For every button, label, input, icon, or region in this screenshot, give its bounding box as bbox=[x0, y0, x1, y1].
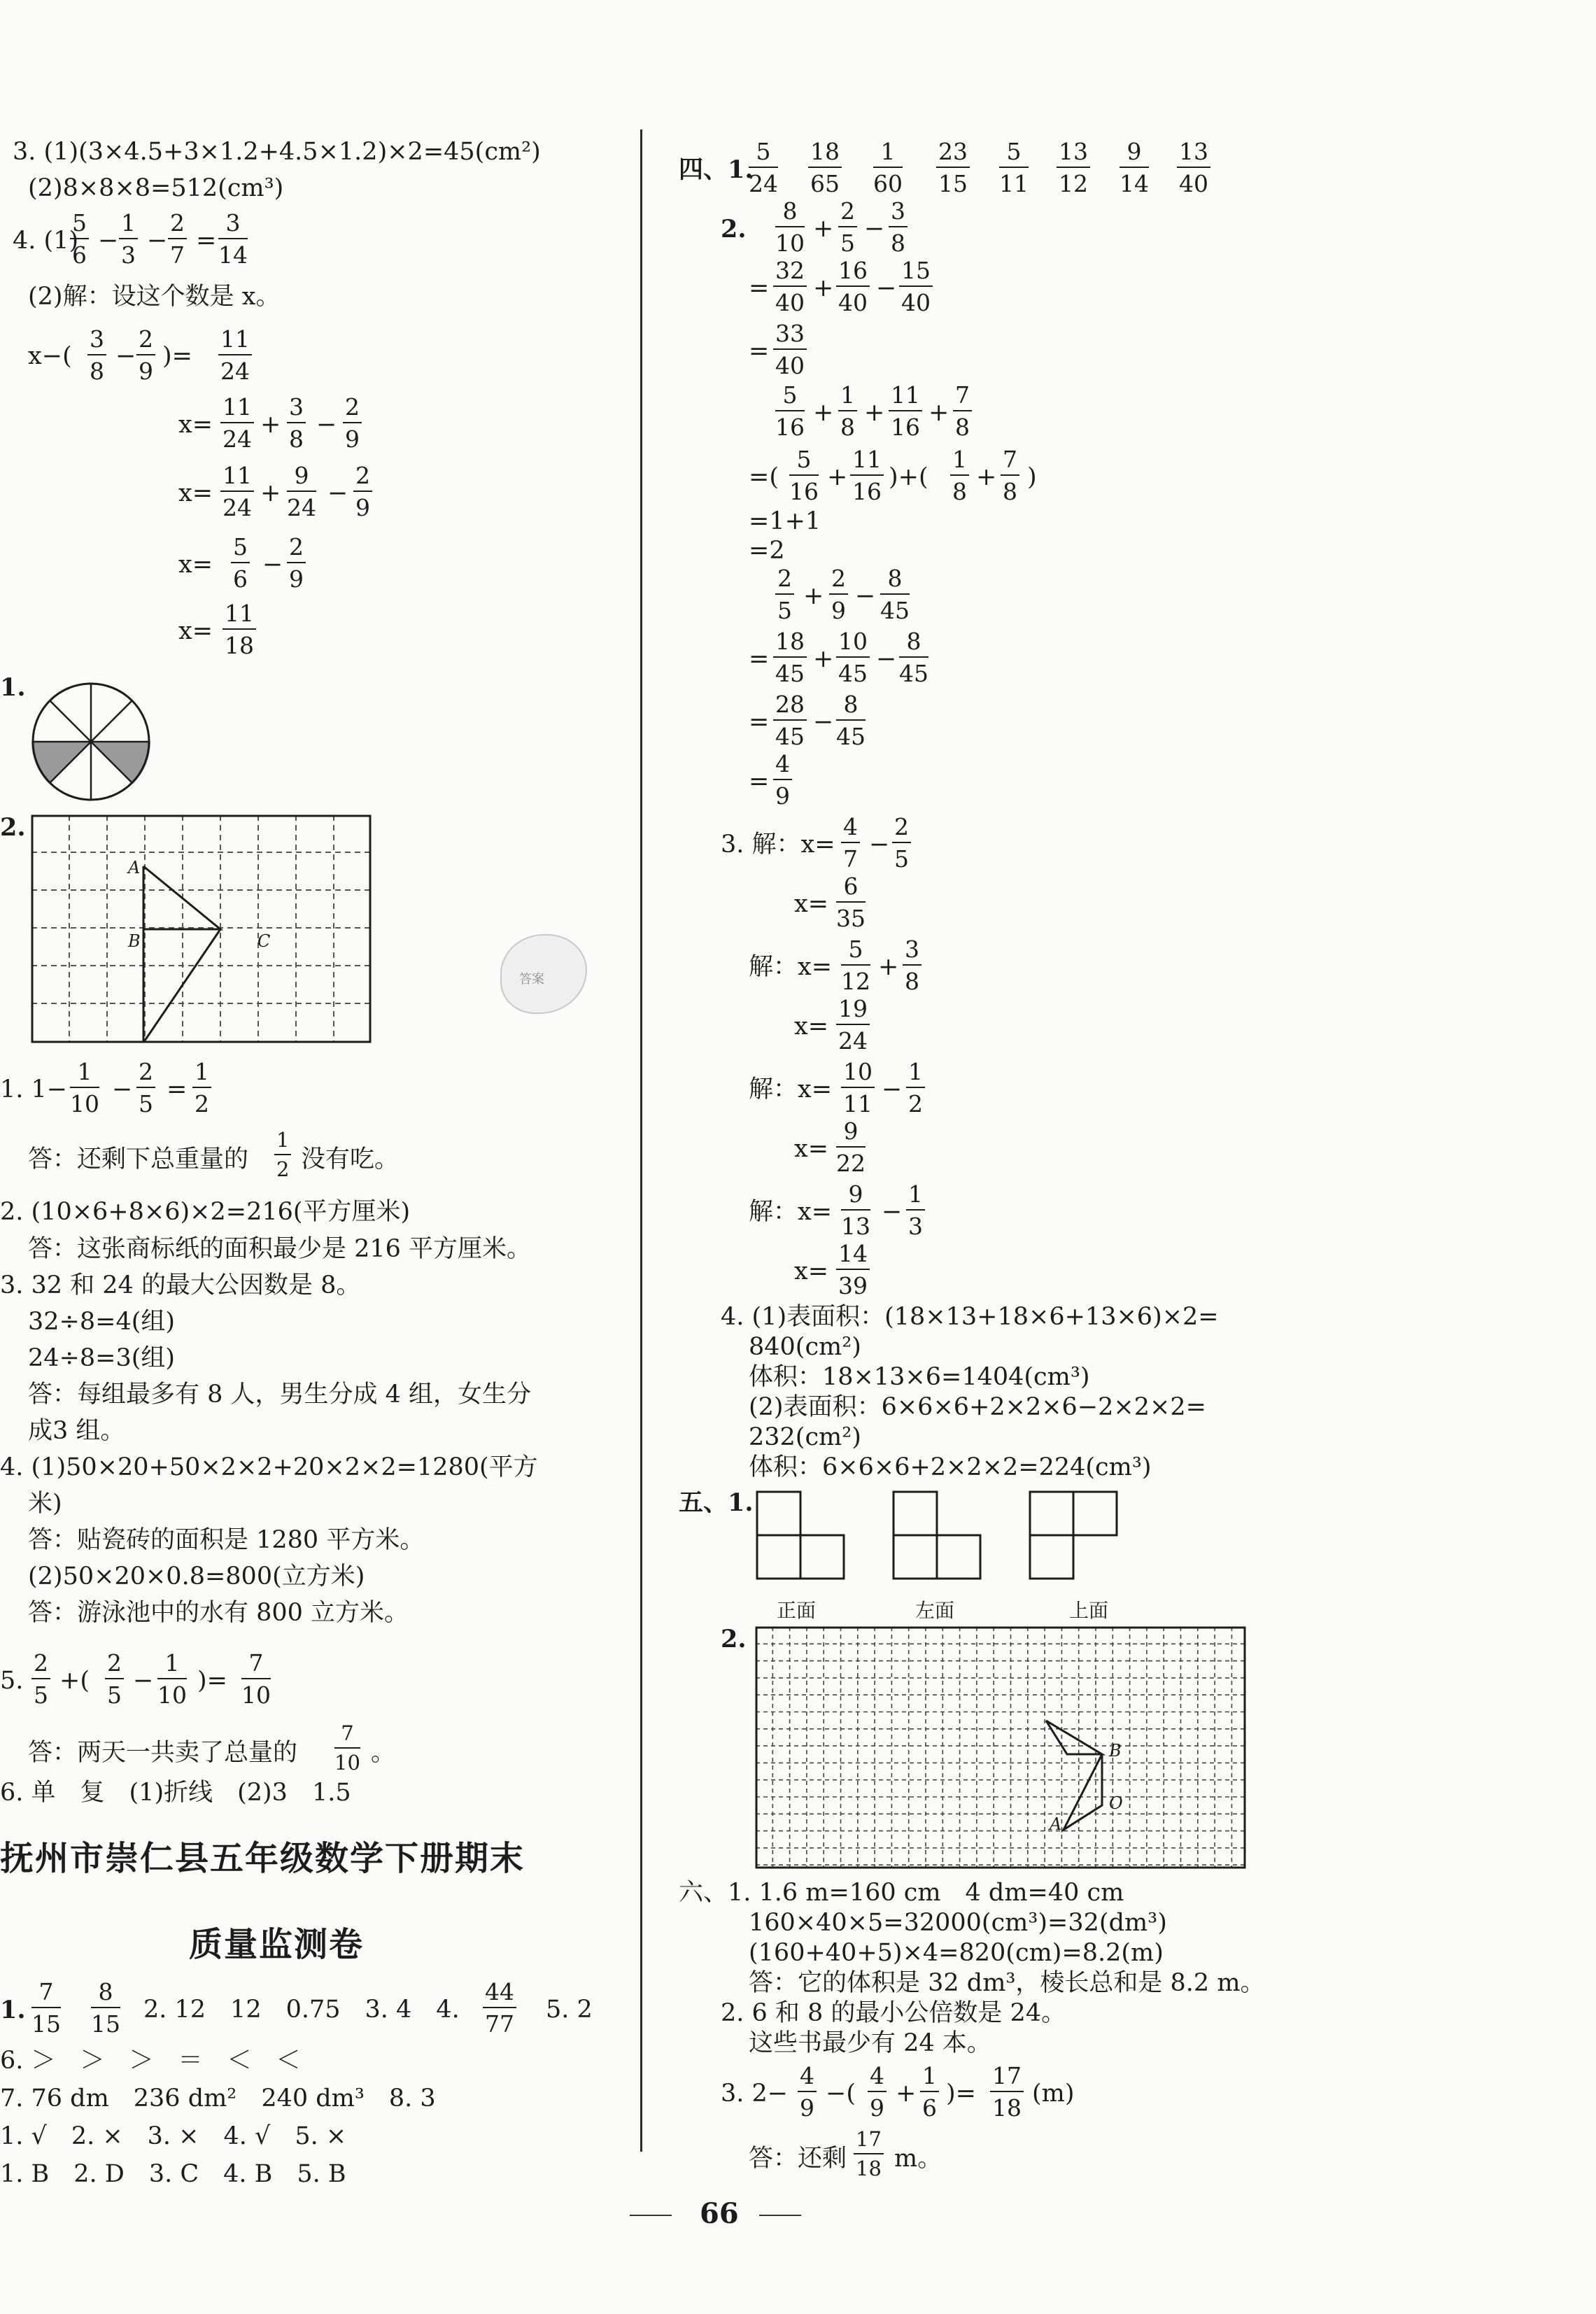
operator: x= bbox=[794, 1257, 829, 1285]
fraction: 17 18 bbox=[854, 2129, 884, 2179]
question-number: 四、1. bbox=[679, 155, 754, 184]
answer-line: (2)解：设这个数是 x。 bbox=[28, 283, 281, 311]
point-label: B bbox=[128, 931, 141, 951]
operator: x= bbox=[794, 890, 829, 918]
operator: = bbox=[749, 768, 770, 796]
operator: − bbox=[98, 227, 119, 255]
operator: −( bbox=[826, 2080, 856, 2108]
fraction: 3 14 bbox=[218, 209, 248, 269]
section-title: 抚州市崇仁县五年级数学下册期末 bbox=[0, 1839, 525, 1878]
operator: x= bbox=[794, 1135, 829, 1163]
answer-line: 1. B 2. D 3. C 4. B 5. B bbox=[0, 2160, 346, 2188]
fraction: 11 16 bbox=[889, 383, 922, 439]
fraction: 3 8 bbox=[287, 395, 306, 451]
unit: (m) bbox=[1032, 2080, 1075, 2108]
fraction: 5 12 bbox=[841, 936, 870, 995]
answer-line: 体积：18×13×6=1404(cm³) bbox=[749, 1363, 1090, 1391]
fraction: 15 40 bbox=[899, 259, 933, 314]
fraction: 2 9 bbox=[136, 327, 155, 383]
fraction: 9 14 bbox=[1120, 138, 1149, 197]
fraction: 1 8 bbox=[950, 448, 969, 503]
operator: + bbox=[813, 274, 834, 302]
answer-line: 解：x= bbox=[749, 953, 833, 981]
operator: − bbox=[813, 708, 834, 736]
question-number: 1. bbox=[0, 1996, 26, 2024]
answer-line: 答：贴瓷砖的面积是 1280 平方米。 bbox=[28, 1526, 425, 1554]
fraction: 11 24 bbox=[220, 464, 254, 519]
fraction: 8 45 bbox=[836, 691, 866, 750]
answer-line: 答：还剩 bbox=[749, 2145, 847, 2173]
answer-line: 4. (1) bbox=[13, 227, 79, 255]
answer-line: 答：它的体积是 32 dm³，棱长总和是 8.2 m。 bbox=[749, 1969, 1265, 1997]
operator: x= bbox=[794, 1013, 829, 1040]
operator: − bbox=[869, 831, 890, 859]
view-caption: 左面 bbox=[915, 1599, 955, 1622]
operator: )= bbox=[162, 342, 192, 370]
fraction: 2 9 bbox=[343, 395, 362, 451]
page-number-dash bbox=[630, 2215, 672, 2216]
right-column bbox=[651, 0, 1596, 2314]
answer-line: =1+1 bbox=[749, 507, 821, 535]
fraction: 2 5 bbox=[31, 1651, 50, 1707]
fraction: 1 8 bbox=[838, 383, 857, 439]
fraction: 1 6 bbox=[920, 2064, 939, 2119]
operator: − bbox=[316, 411, 337, 439]
fraction: 5 6 bbox=[70, 211, 89, 267]
answer-line: (2)表面积：6×6×6+2×2×6−2×2×2= bbox=[749, 1393, 1206, 1421]
operator: + bbox=[976, 463, 997, 491]
fraction: 2 9 bbox=[287, 535, 306, 591]
fraction: 6 35 bbox=[836, 873, 866, 932]
operator: + bbox=[813, 215, 834, 243]
question-number: 1. bbox=[0, 673, 26, 702]
fraction: 9 22 bbox=[836, 1117, 866, 1177]
operator: − bbox=[882, 1198, 903, 1226]
answer-line: 840(cm²) bbox=[749, 1333, 861, 1361]
answer-line: 米) bbox=[28, 1490, 62, 1518]
fraction: 14 39 bbox=[836, 1242, 870, 1297]
fraction: 8 15 bbox=[91, 1978, 120, 2038]
fraction: 2 5 bbox=[838, 199, 857, 255]
fraction: 1 3 bbox=[906, 1183, 925, 1238]
operator: + bbox=[260, 411, 281, 439]
unit: m。 bbox=[894, 2145, 942, 2173]
fraction: 18 45 bbox=[773, 630, 807, 685]
point-label: B bbox=[1109, 1741, 1122, 1761]
fraction: 2 5 bbox=[892, 815, 911, 870]
answer-line: (160+40+5)×4=820(cm)=8.2(m) bbox=[749, 1939, 1164, 1967]
operator: − bbox=[876, 274, 897, 302]
fraction: 11 24 bbox=[218, 327, 252, 383]
operator: − bbox=[876, 645, 897, 673]
answer-line: 232(cm²) bbox=[749, 1423, 861, 1451]
operator: + bbox=[813, 645, 834, 673]
answer-line: 解：x= bbox=[749, 1075, 833, 1103]
fraction: 11 16 bbox=[850, 448, 884, 503]
question-number: 2. bbox=[0, 813, 26, 842]
fraction: 7 8 bbox=[1001, 448, 1019, 503]
operator: + bbox=[803, 582, 824, 610]
fraction: 18 65 bbox=[808, 140, 842, 195]
operator: − bbox=[882, 1075, 903, 1103]
fraction: 7 10 bbox=[241, 1649, 271, 1709]
fraction: 1 2 bbox=[274, 1130, 291, 1180]
grid-triangle-figure bbox=[31, 815, 371, 1043]
fraction: 2 5 bbox=[775, 567, 794, 622]
fraction: 1 10 bbox=[157, 1649, 187, 1709]
fraction: 2 9 bbox=[353, 464, 372, 519]
answer-line: 解：x= bbox=[749, 1198, 833, 1226]
operator: + bbox=[878, 953, 899, 981]
fraction: 4 7 bbox=[841, 815, 860, 870]
left-column bbox=[0, 0, 630, 2314]
answer-line: 32÷8=4(组) bbox=[28, 1308, 176, 1336]
point-label: A bbox=[128, 858, 141, 877]
operator: = bbox=[749, 645, 770, 673]
operator: + bbox=[928, 399, 949, 427]
fraction: 5 11 bbox=[999, 138, 1029, 197]
fraction: 2 5 bbox=[136, 1060, 155, 1115]
operator: − bbox=[133, 1667, 154, 1695]
page-number-dash bbox=[759, 2215, 801, 2216]
operator: − bbox=[864, 215, 885, 243]
fraction: 3 8 bbox=[903, 938, 921, 993]
fraction: 4 9 bbox=[868, 2064, 887, 2119]
operator: x= bbox=[178, 411, 213, 439]
fraction: 2 5 bbox=[105, 1651, 124, 1707]
answer-line: 2. (10×6+8×6)×2=216(平方厘米) bbox=[0, 1198, 411, 1226]
fraction: 5 6 bbox=[231, 535, 250, 591]
answer-line: 3. 2− bbox=[721, 2080, 789, 2108]
fraction: 9 13 bbox=[841, 1180, 870, 1240]
fraction: 2 7 bbox=[168, 211, 187, 267]
fraction: 44 77 bbox=[483, 1980, 516, 2036]
fraction: 7 8 bbox=[953, 383, 972, 439]
operator: = bbox=[749, 337, 770, 365]
fraction: 1 60 bbox=[873, 138, 903, 197]
answer-line: 答：这张商标纸的面积最少是 216 平方厘米。 bbox=[28, 1235, 532, 1263]
fraction: 16 40 bbox=[836, 259, 870, 314]
operator: x−( bbox=[28, 342, 72, 370]
fraction: 2 9 bbox=[829, 567, 848, 622]
grid-rotation-figure bbox=[756, 1627, 1245, 1868]
fraction: 4 9 bbox=[798, 2064, 817, 2119]
fraction: 28 45 bbox=[773, 693, 807, 748]
operator: − bbox=[147, 227, 168, 255]
fraction: 1 2 bbox=[906, 1060, 925, 1115]
fraction: 10 45 bbox=[836, 630, 870, 685]
operator: x= bbox=[178, 551, 213, 579]
fraction: 1 3 bbox=[119, 211, 138, 267]
answer-line: 成3 组。 bbox=[28, 1417, 125, 1445]
section-subtitle: 质量监测卷 bbox=[189, 1925, 365, 1964]
point-label: A bbox=[1050, 1814, 1062, 1834]
fraction: 7 15 bbox=[31, 1978, 61, 2038]
operator: ) bbox=[1027, 463, 1037, 491]
operator: + bbox=[896, 2080, 917, 2108]
fraction: 1 10 bbox=[70, 1058, 99, 1117]
fraction: 33 40 bbox=[773, 322, 807, 377]
fraction: 8 45 bbox=[880, 565, 910, 624]
fraction: 5 24 bbox=[749, 138, 778, 197]
operator: + bbox=[260, 479, 281, 507]
operator: = bbox=[749, 274, 770, 302]
operator: x= bbox=[178, 479, 213, 507]
fraction: 9 24 bbox=[287, 462, 316, 521]
operator: =( bbox=[749, 463, 779, 491]
operator: )+( bbox=[889, 463, 928, 491]
fraction: 5 16 bbox=[775, 381, 805, 441]
answer-line: 这些书最少有 24 本。 bbox=[749, 2029, 991, 2057]
answer-line: (2)8×8×8=512(cm³) bbox=[28, 174, 284, 202]
fraction: 10 11 bbox=[841, 1060, 875, 1115]
answer-line: =2 bbox=[749, 537, 785, 565]
operator: − bbox=[112, 1075, 133, 1103]
answer-line: 1. √ 2. × 3. × 4. √ 5. × bbox=[0, 2122, 347, 2150]
answer-line: 2. 12 12 0.75 3. 4 4. bbox=[143, 1996, 460, 2024]
answer-line: 。 bbox=[371, 1739, 396, 1767]
answer-line: 4. (1)50×20+50×2×2+20×2×2=1280(平方 bbox=[0, 1453, 538, 1481]
fraction: 8 10 bbox=[775, 197, 805, 257]
answer-line: (2)50×20×0.8=800(立方米) bbox=[28, 1562, 365, 1590]
operator: = bbox=[167, 1075, 188, 1103]
view-caption: 正面 bbox=[777, 1599, 817, 1622]
answer-line: 160×40×5=32000(cm³)=32(dm³) bbox=[749, 1909, 1167, 1937]
fraction: 32 40 bbox=[773, 259, 807, 314]
page-number: 66 bbox=[700, 2197, 739, 2230]
fraction: 11 18 bbox=[223, 602, 256, 657]
operator: − bbox=[115, 342, 136, 370]
fraction: 13 40 bbox=[1177, 140, 1210, 195]
operator: − bbox=[262, 551, 283, 579]
answer-line: 3. (1)(3×4.5+3×1.2+4.5×1.2)×2=45(cm²) bbox=[13, 138, 541, 166]
answer-line: 6. ＞ ＞ ＞ ＝ ＜ ＜ bbox=[0, 2047, 301, 2075]
operator: x= bbox=[178, 617, 213, 645]
point-label: C bbox=[257, 931, 271, 951]
answer-line: 3. 解：x= bbox=[721, 831, 835, 859]
answer-line: 没有吃。 bbox=[301, 1145, 400, 1173]
answer-line: 答：两天一共卖了总量的 bbox=[28, 1739, 298, 1767]
question-number: 五、1. bbox=[679, 1488, 754, 1517]
fraction: 11 24 bbox=[220, 395, 254, 451]
operator: +( bbox=[59, 1667, 90, 1695]
answer-line: 体积：6×6×6+2×2×2=224(cm³) bbox=[749, 1453, 1152, 1481]
operator: − bbox=[327, 479, 348, 507]
fraction: 13 12 bbox=[1057, 140, 1090, 195]
answer-line: 答：每组最多有 8 人，男生分成 4 组，女生分 bbox=[28, 1381, 532, 1409]
fraction: 3 8 bbox=[889, 199, 908, 255]
fraction: 8 45 bbox=[899, 628, 928, 687]
operator: = bbox=[196, 227, 217, 255]
front-view-figure bbox=[756, 1490, 847, 1581]
fraction: 17 18 bbox=[990, 2064, 1024, 2119]
shaded-circle-figure bbox=[31, 682, 150, 801]
answer-line: 4. (1)表面积：(18×13+18×6+13×6)×2= bbox=[721, 1303, 1219, 1331]
answer-line: 7. 76 dm 236 dm² 240 dm³ 8. 3 bbox=[0, 2084, 436, 2112]
operator: = bbox=[749, 708, 770, 736]
operator: − bbox=[855, 582, 876, 610]
operator: + bbox=[864, 399, 885, 427]
watermark-stamp-text: 答案 bbox=[519, 972, 544, 987]
operator: + bbox=[827, 463, 848, 491]
answer-line: 3. 32 和 24 的最大公因数是 8。 bbox=[0, 1271, 361, 1299]
operator: )= bbox=[946, 2080, 976, 2108]
answer-line: 24÷8=3(组) bbox=[28, 1344, 176, 1372]
answer-line: 1. 1− bbox=[0, 1075, 68, 1103]
answer-line: 答：游泳池中的水有 800 立方米。 bbox=[28, 1599, 409, 1627]
fraction: 3 8 bbox=[87, 327, 106, 383]
operator: )= bbox=[197, 1667, 227, 1695]
question-number: 2. bbox=[721, 215, 747, 244]
view-caption: 上面 bbox=[1069, 1599, 1109, 1622]
fraction: 1 2 bbox=[192, 1060, 211, 1115]
fraction: 19 24 bbox=[836, 997, 870, 1052]
fraction: 7 10 bbox=[334, 1721, 360, 1775]
fraction: 5 16 bbox=[789, 446, 819, 505]
answer-line: 6. 单 复 (1)折线 (2)3 1.5 bbox=[0, 1779, 351, 1807]
answer-line: 5. 2 bbox=[546, 1996, 593, 2024]
operator: + bbox=[813, 399, 834, 427]
column-divider bbox=[640, 129, 642, 2152]
question-number: 2. bbox=[721, 1625, 747, 1653]
answer-line: 六、1. 1.6 m=160 cm 4 dm=40 cm bbox=[679, 1879, 1124, 1907]
answer-line: 答：还剩下总重量的 bbox=[28, 1145, 249, 1173]
fraction: 4 9 bbox=[773, 752, 792, 807]
answer-line: 2. 6 和 8 的最小公倍数是 24。 bbox=[721, 1999, 1066, 2027]
top-view-figure bbox=[1029, 1490, 1120, 1581]
question-number: 5. bbox=[0, 1667, 24, 1695]
point-label: O bbox=[1109, 1793, 1123, 1813]
fraction: 23 15 bbox=[936, 140, 970, 195]
left-view-figure bbox=[892, 1490, 983, 1581]
